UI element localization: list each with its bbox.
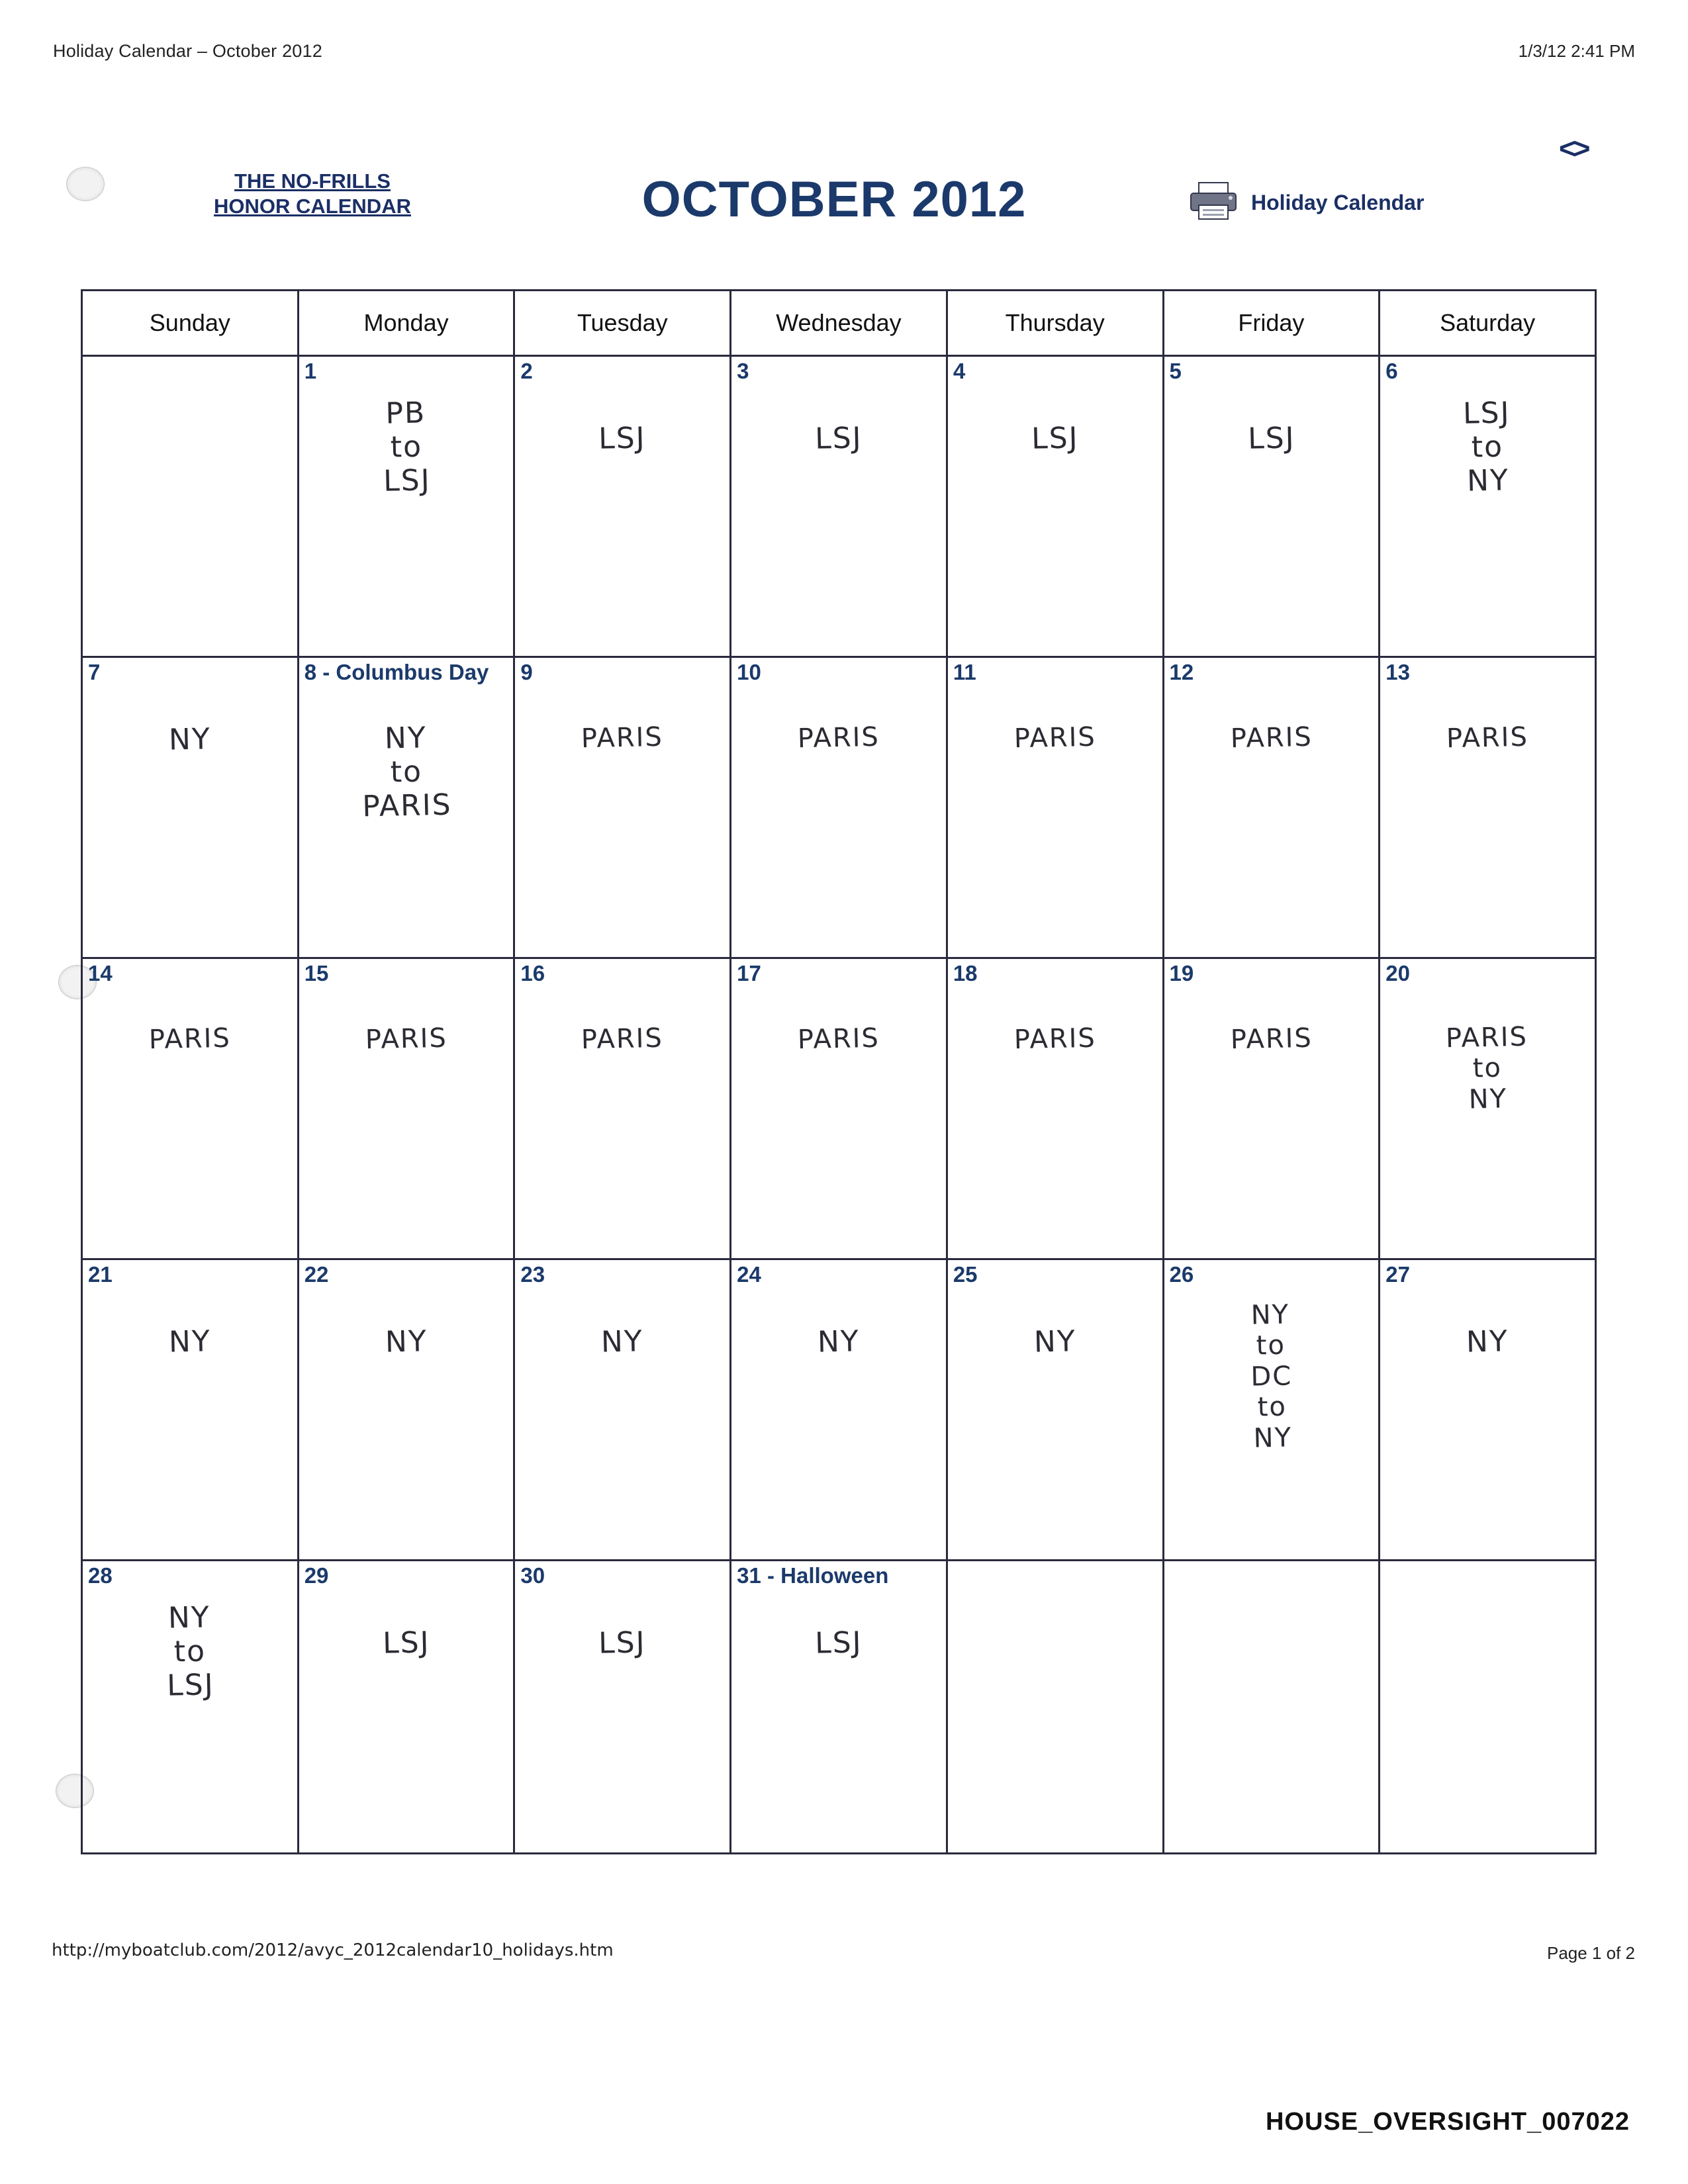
day-number: 11: [953, 660, 976, 684]
day-cell[interactable]: [731, 356, 947, 657]
day-cell[interactable]: [1380, 1259, 1596, 1561]
handwritten-note: PARIS to NY: [1445, 1021, 1528, 1115]
source-url: http://myboatclub.com/2012/avyc_2012calendar10_holidays.htm: [52, 1940, 614, 1960]
day-cell[interactable]: [1163, 1561, 1380, 1854]
day-number: 27: [1385, 1262, 1410, 1287]
day-cell[interactable]: [82, 1259, 299, 1561]
calendar-week-row: [82, 657, 1596, 958]
weekday-friday: Friday: [1163, 291, 1380, 356]
handwritten-note: PARIS: [1229, 721, 1313, 754]
day-number: 19: [1169, 961, 1194, 985]
day-number: 7: [88, 660, 101, 684]
handwritten-note: PARIS: [1013, 721, 1097, 754]
handwritten-note: LSJ: [1247, 421, 1295, 456]
handwritten-note: LSJ: [598, 421, 647, 456]
handwritten-note: NY: [168, 722, 212, 757]
day-number: 10: [737, 660, 761, 684]
day-cell[interactable]: [514, 356, 731, 657]
handwritten-note: LSJ: [814, 1625, 863, 1661]
binder-hole-icon: [66, 167, 105, 201]
day-number: 21: [88, 1262, 113, 1287]
day-cell[interactable]: [947, 958, 1163, 1259]
weekday-tuesday: Tuesday: [514, 291, 731, 356]
day-number: 20: [1385, 961, 1410, 985]
day-cell[interactable]: [947, 1561, 1163, 1854]
day-cell[interactable]: [298, 1259, 514, 1561]
day-number: 13: [1385, 660, 1410, 684]
handwritten-note: LSJ: [814, 421, 863, 456]
weekday-wednesday: Wednesday: [731, 291, 947, 356]
handwritten-note: NY to DC to NY: [1250, 1299, 1293, 1454]
day-cell[interactable]: [82, 657, 299, 958]
day-cell[interactable]: [1380, 356, 1596, 657]
day-cell[interactable]: [298, 356, 514, 657]
page-title: OCTOBER 2012: [641, 171, 1027, 228]
prev-next-arrows-icon[interactable]: <>: [1559, 132, 1588, 165]
calendar-brand: [173, 169, 451, 219]
brand-line-1: THE NO-FRILLS: [234, 169, 391, 193]
handwritten-note: PB to LSJ: [383, 396, 431, 498]
print-label[interactable]: Holiday Calendar: [1251, 191, 1425, 214]
day-number: 24: [737, 1262, 761, 1287]
handwritten-note: NY: [1033, 1324, 1077, 1359]
handwritten-note: PARIS: [148, 1023, 232, 1056]
handwritten-note: PARIS: [581, 1023, 664, 1056]
day-cell[interactable]: [1380, 1561, 1596, 1854]
day-number: 14: [88, 961, 113, 985]
print-header-right: 1/3/12 2:41 PM: [1518, 41, 1635, 61]
print-header-left: Holiday Calendar – October 2012: [53, 41, 322, 61]
handwritten-note: NY: [385, 1324, 428, 1359]
day-cell[interactable]: [82, 1561, 299, 1854]
handwritten-note: PARIS: [1229, 1023, 1313, 1056]
day-cell[interactable]: [82, 958, 299, 1259]
weekday-thursday: Thursday: [947, 291, 1163, 356]
handwritten-note: NY: [1466, 1324, 1509, 1359]
bates-stamp: HOUSE_OVERSIGHT_007022: [1265, 2108, 1630, 2136]
calendar-week-row: [82, 958, 1596, 1259]
day-cell[interactable]: [82, 356, 299, 657]
handwritten-note: LSJ: [598, 1625, 647, 1661]
day-cell[interactable]: [514, 958, 731, 1259]
day-number: 3: [737, 359, 749, 383]
day-number: 25: [953, 1262, 978, 1287]
day-number: 16: [520, 961, 545, 985]
handwritten-note: LSJ to NY: [1462, 396, 1511, 498]
day-number: 15: [304, 961, 329, 985]
weekday-header-row: [82, 291, 1596, 356]
day-cell[interactable]: [1163, 958, 1380, 1259]
day-number: 5: [1169, 359, 1182, 383]
handwritten-note: NY: [168, 1324, 212, 1359]
calendar-grid: [81, 289, 1597, 1854]
handwritten-note: NY to PARIS: [361, 721, 452, 824]
weekday-monday: Monday: [298, 291, 514, 356]
day-number: 8 - Columbus Day: [304, 660, 489, 684]
handwritten-note: LSJ: [1031, 421, 1079, 456]
calendar-week-row: [82, 1259, 1596, 1561]
day-number: 9: [520, 660, 533, 684]
day-cell[interactable]: [1163, 657, 1380, 958]
handwritten-note: PARIS: [1446, 721, 1529, 754]
day-number: 4: [953, 359, 966, 383]
weekday-saturday: Saturday: [1380, 291, 1596, 356]
handwritten-note: PARIS: [365, 1023, 447, 1056]
day-number: 26: [1169, 1262, 1194, 1287]
day-cell[interactable]: [298, 958, 514, 1259]
day-number: 30: [520, 1563, 545, 1588]
day-cell[interactable]: [298, 1561, 514, 1854]
day-cell[interactable]: [731, 1259, 947, 1561]
day-number: 29: [304, 1563, 329, 1588]
weekday-sunday: Sunday: [82, 291, 299, 356]
page-number: Page 1 of 2: [1547, 1943, 1635, 1963]
day-cell[interactable]: [1380, 958, 1596, 1259]
handwritten-note: PARIS: [797, 721, 880, 754]
day-cell[interactable]: [731, 1561, 947, 1854]
day-cell[interactable]: [298, 657, 514, 958]
day-number: 28: [88, 1563, 113, 1588]
handwritten-note: PARIS: [1013, 1023, 1097, 1056]
day-cell[interactable]: [947, 657, 1163, 958]
day-cell[interactable]: [1163, 1259, 1380, 1561]
day-cell[interactable]: [947, 1259, 1163, 1561]
day-cell[interactable]: [1380, 657, 1596, 958]
day-cell[interactable]: [514, 1259, 731, 1561]
handwritten-note: NY to LSJ: [166, 1600, 215, 1703]
day-number: 1: [304, 359, 317, 383]
day-number: 31 - Halloween: [737, 1563, 889, 1588]
handwritten-note: NY: [817, 1324, 861, 1359]
calendar-week-row: [82, 356, 1596, 657]
calendar-week-row: [82, 1561, 1596, 1854]
brand-line-2: HONOR CALENDAR: [214, 194, 411, 218]
day-cell[interactable]: [731, 958, 947, 1259]
day-number: 18: [953, 961, 978, 985]
day-number: 2: [520, 359, 533, 383]
day-number: 23: [520, 1262, 545, 1287]
printer-icon[interactable]: [1188, 180, 1239, 221]
day-number: 6: [1385, 359, 1398, 383]
day-number: 22: [304, 1262, 329, 1287]
handwritten-note: PARIS: [797, 1023, 880, 1056]
day-cell[interactable]: [1163, 356, 1380, 657]
day-cell[interactable]: [514, 657, 731, 958]
day-cell[interactable]: [514, 1561, 731, 1854]
handwritten-note: NY: [600, 1324, 644, 1359]
day-cell[interactable]: [731, 657, 947, 958]
handwritten-note: LSJ: [382, 1625, 430, 1661]
day-number: 17: [737, 961, 761, 985]
day-number: 12: [1169, 660, 1194, 684]
day-cell[interactable]: [947, 356, 1163, 657]
handwritten-note: PARIS: [581, 721, 664, 754]
